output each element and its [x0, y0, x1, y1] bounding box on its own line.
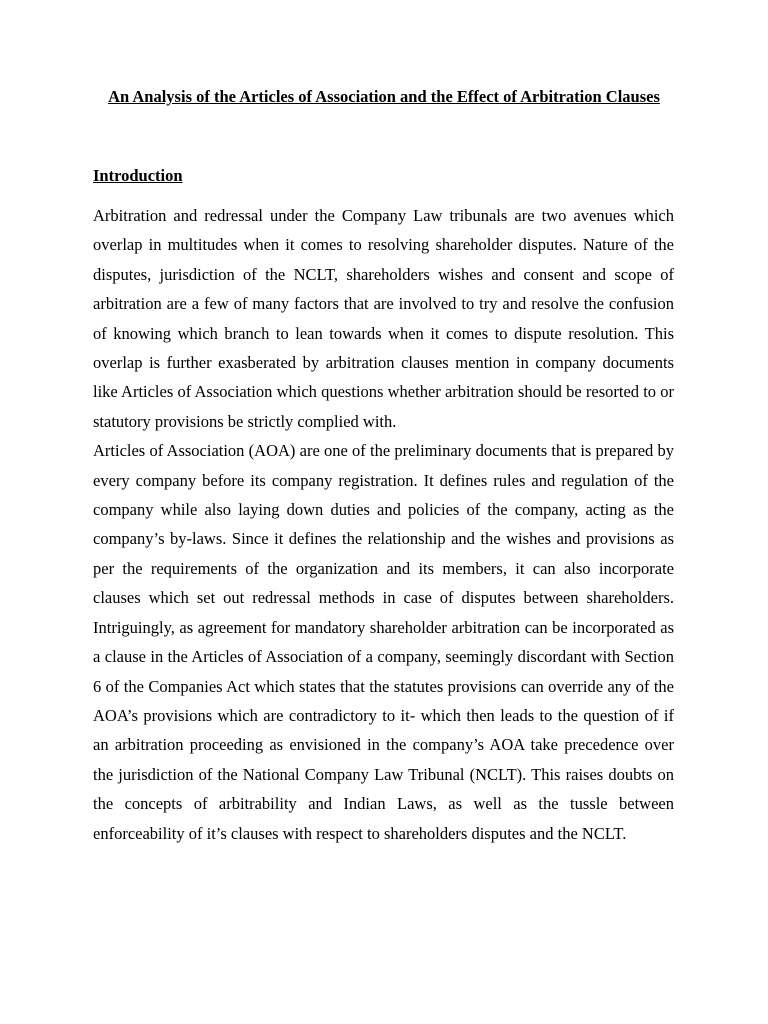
paragraph-2: Articles of Association (AOA) are one of the preliminary documents that is prepared by every company before its company registration. It defines rules and regulation of the company while also laying down duties and policies of the company, acting as the company’s by-laws. Since it defines the relationship and the wishes and provisions as per the requirements of the organization and its members, it can also incorporate clauses which set out redressal methods in case of disputes between shareholders. Intriguingly, as agreement for mandatory shareholder arbitration can be incorporated as a clause in the Articles of Association of a company, seemingly discordant with Section 6 of the Companies Act which states that the statutes provisions can override any of the AOA’s provisions which are contradictory to it- which then leads to the question of if an arbitration proceeding as envisioned in the company’s AOA take precedence over the jurisdiction of the National Company Law Tribunal (NCLT). This raises doubts on the concepts of arbitrability and Indian Laws, as well as the tussle between enforceability of it’s clauses with respect to shareholders disputes and the NCLT.: [93, 441, 674, 843]
section-heading-introduction: Introduction: [93, 166, 183, 185]
introduction-body: [93, 201, 674, 848]
document-title: An Analysis of the Articles of Association and the Effect of Arbitration Clauses: [108, 87, 660, 106]
paragraph-1: Arbitration and redressal under the Company Law tribunals are two avenues which overlap in multitudes when it comes to resolving shareholder disputes. Nature of the disputes, jurisdiction of the NCLT, shareholders wishes and consent and scope of arbitration are a few of many factors that are involved to try and resolve the confusion of knowing which branch to lean towards when it comes to dispute resolution. This overlap is further exasberated by arbitration clauses mention in company documents like Articles of Association which questions whether arbitration should be resorted to or statutory provisions be strictly complied with.: [93, 206, 674, 431]
